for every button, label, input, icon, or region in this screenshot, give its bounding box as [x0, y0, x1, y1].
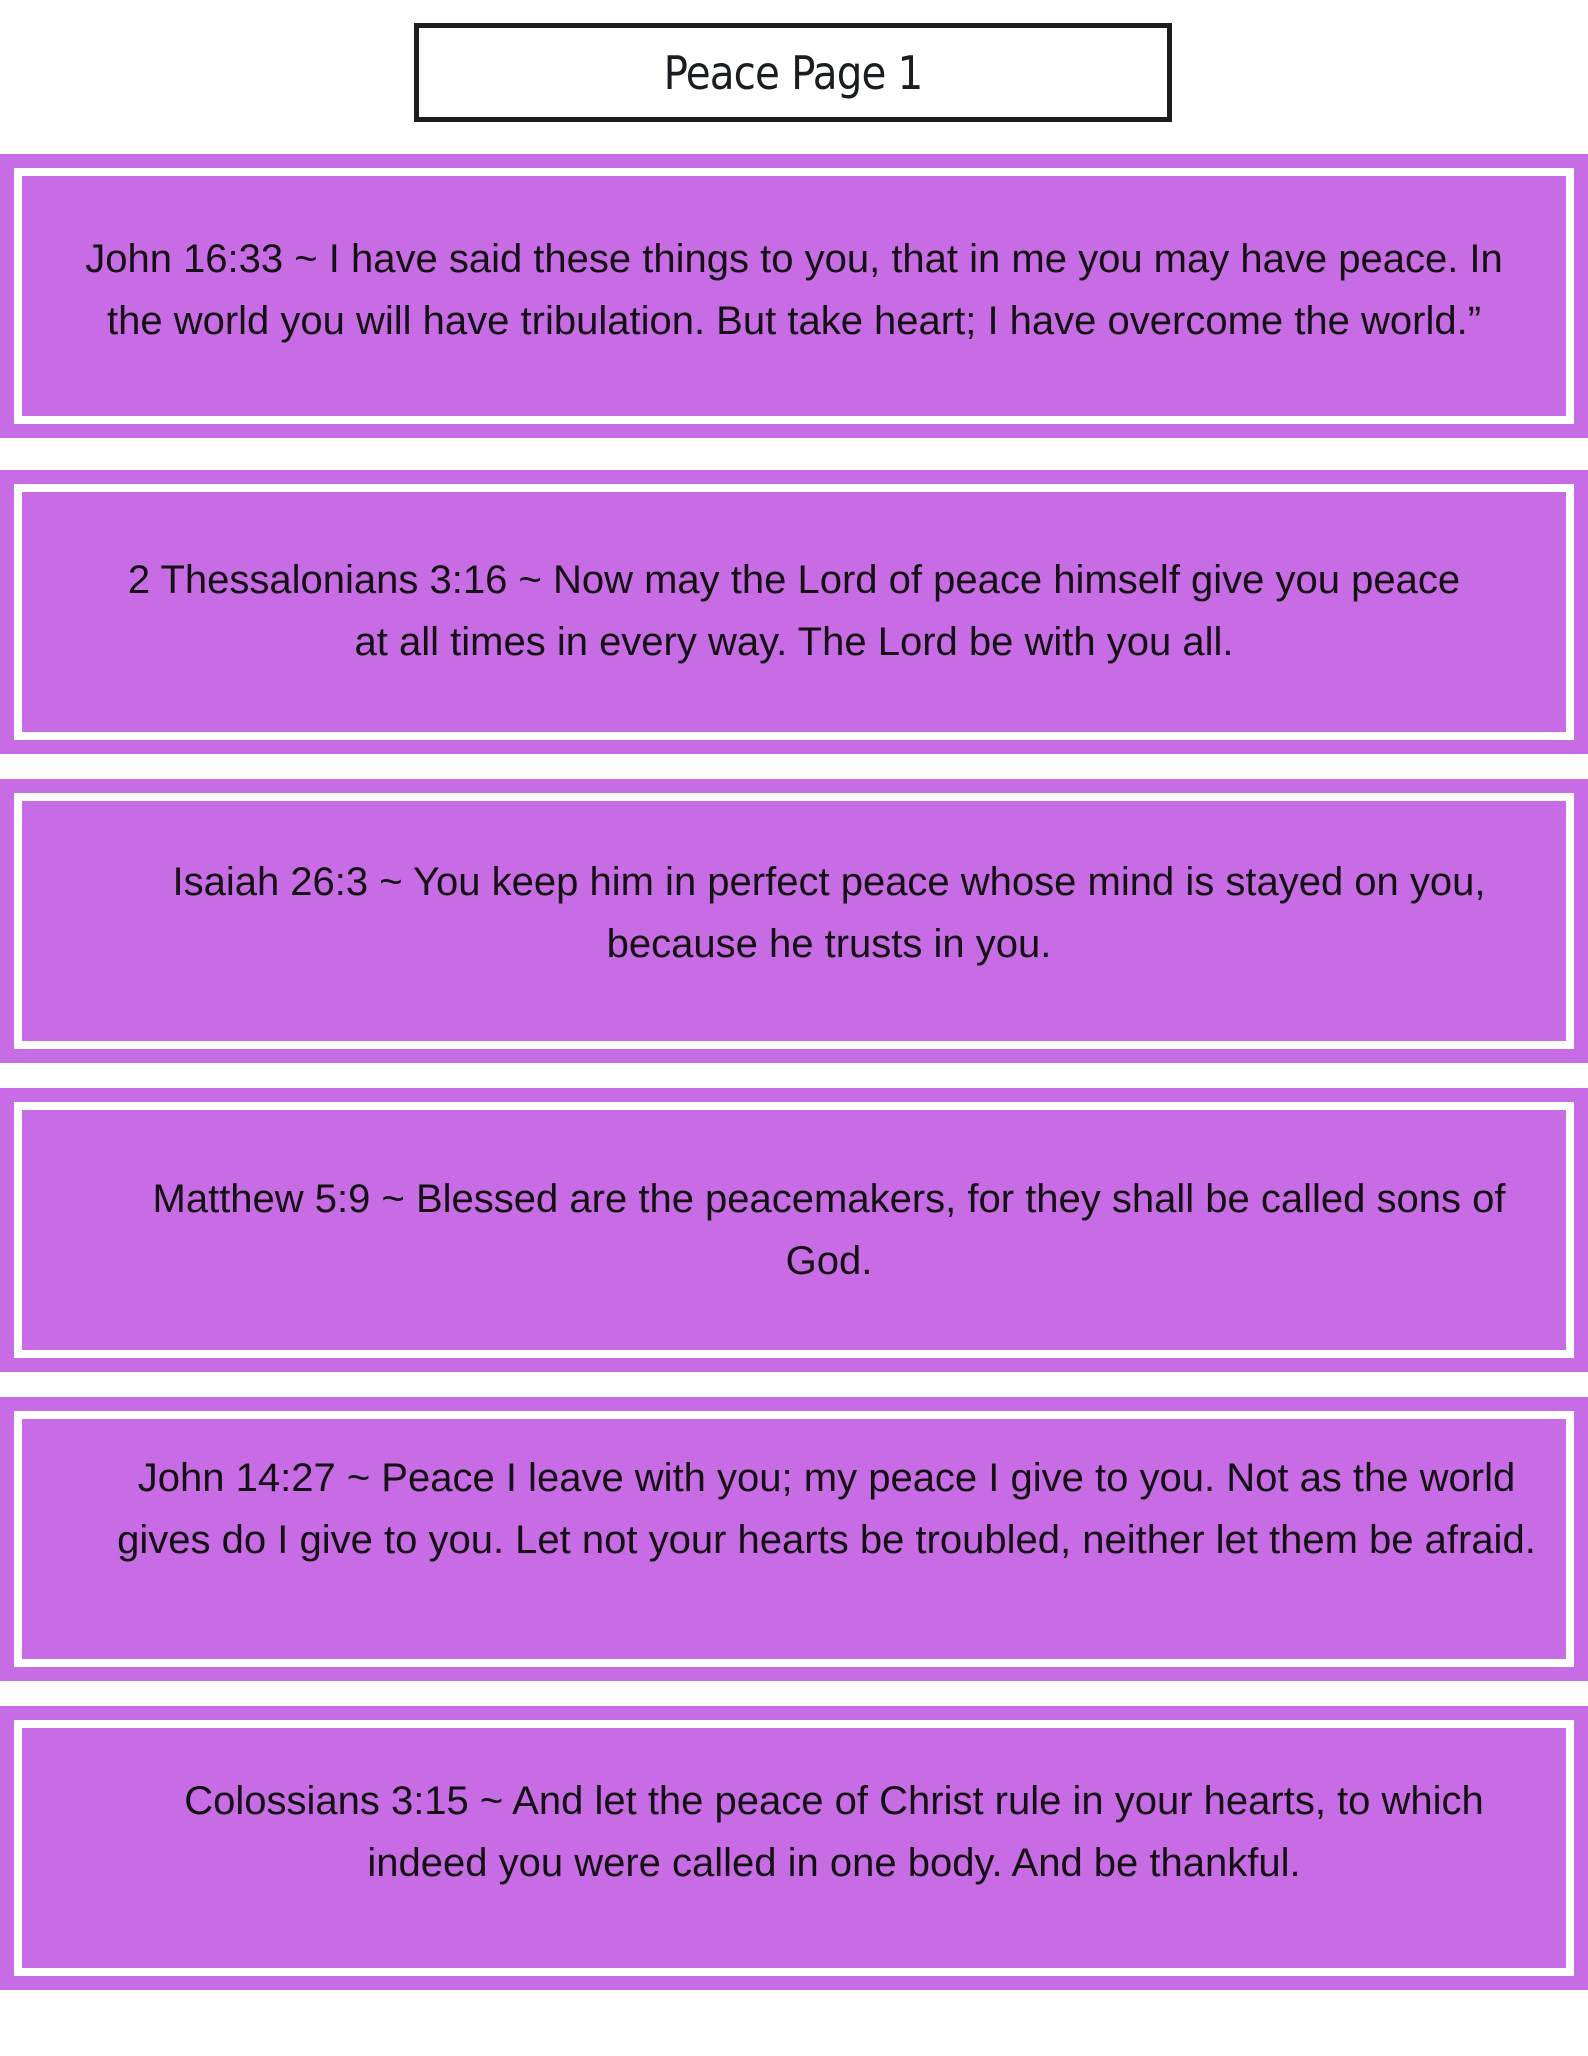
verse-card-frame [14, 1102, 1574, 1358]
verse-card-frame [14, 1411, 1574, 1667]
verse-text: John 16:33 ~ I have said these things to you, that in me you may have peace. In the world you will have tribulation. But take heart; I have overcome the world.” [85, 237, 1503, 343]
page-title: Peace Page 1 [663, 45, 923, 100]
verse-card-john-14-27 [0, 1397, 1588, 1681]
verse-card-frame [14, 793, 1574, 1049]
verse-card-frame [14, 168, 1574, 424]
verse-card-frame [14, 484, 1574, 740]
verse-text: 2 Thessalonians 3:16 ~ Now may the Lord of peace himself give you peace at all times in every way. The Lord be with you all. [127, 558, 1461, 664]
verse-card-frame [14, 1720, 1574, 1976]
verse-text: Matthew 5:9 ~ Blessed are the peacemakers, for they shall be called sons of God. [152, 1177, 1506, 1283]
verse-text: John 14:27 ~ Peace I leave with you; my peace I give to you. Not as the world gives do I give to you. Let not your hearts be troubled, neither let them be afraid. [117, 1456, 1536, 1562]
verse-card-isaiah-26-3 [0, 779, 1588, 1063]
verse-text: Colossians 3:15 ~ And let the peace of Christ rule in your hearts, to which indeed you were called in one body. And be thankful. [184, 1779, 1484, 1885]
verse-card-matthew-5-9 [0, 1088, 1588, 1372]
page-title-box [414, 23, 1172, 122]
verse-text: Isaiah 26:3 ~ You keep him in perfect peace whose mind is stayed on you, because he trusts in you. [172, 860, 1486, 966]
verse-card-2-thessalonians-3-16 [0, 470, 1588, 754]
verse-card-colossians-3-15 [0, 1706, 1588, 1990]
verse-card-john-16-33 [0, 154, 1588, 438]
